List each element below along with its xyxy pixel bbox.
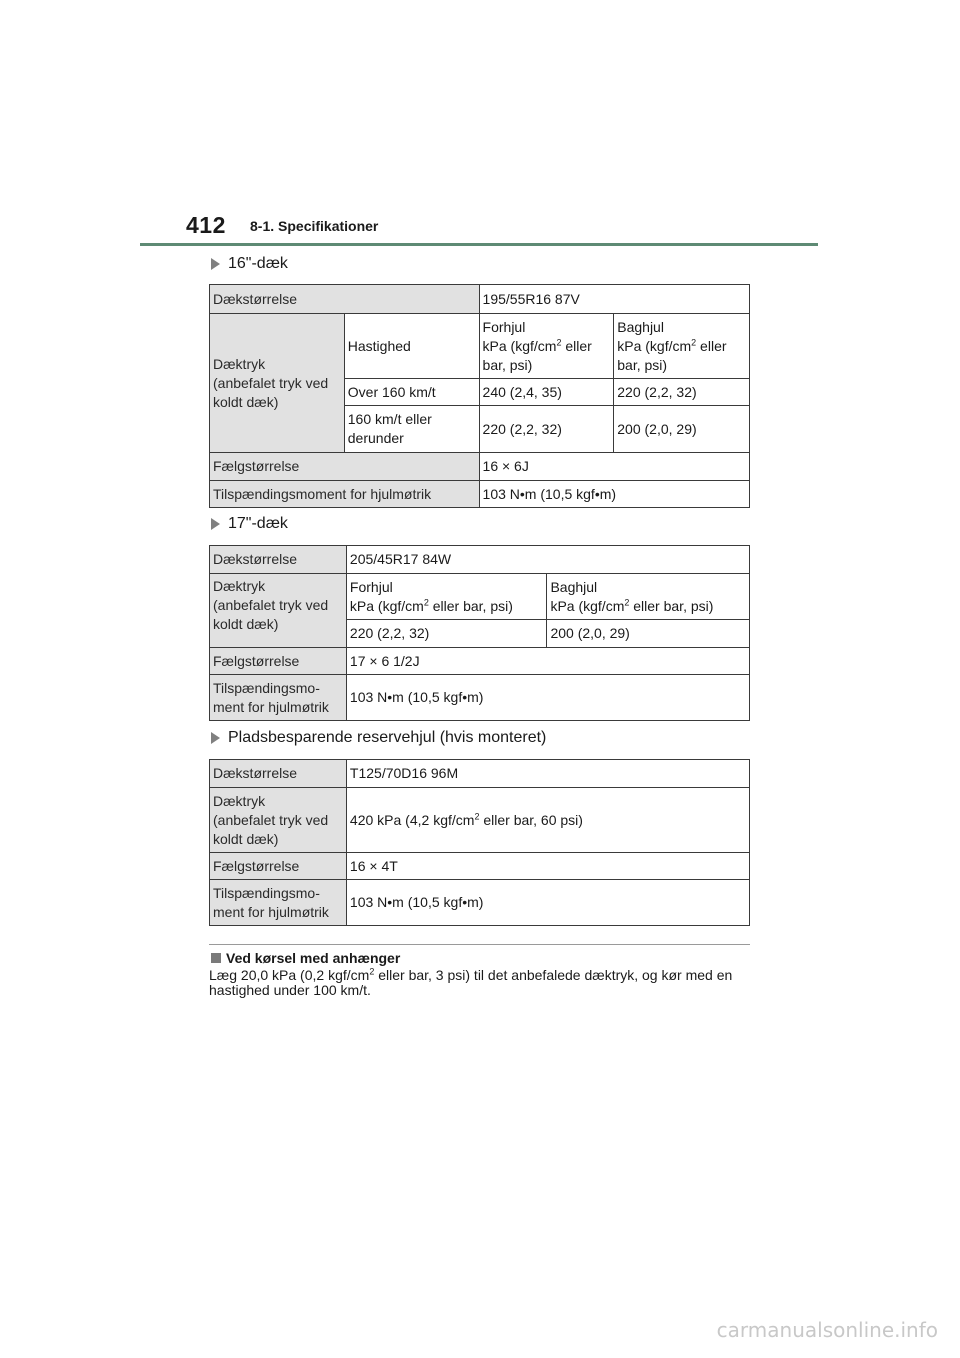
rear-pressure-cell: 220 (2,2, 32) [614, 379, 750, 406]
torque-value: 103 N•m (10,5 kgf•m) [346, 880, 749, 926]
watermark: carmanualsonline.info [716, 1318, 938, 1342]
spec-table-spare [209, 759, 750, 926]
pressure-value: 420 kPa (4,2 kgf/$cm^2$ eller bar, 60 psi) [346, 788, 749, 853]
pressure-label: Dæktryk (anbefalet tryk ved koldt dæk) [210, 788, 347, 853]
tire-size-label: Dækstørrelse [210, 546, 347, 574]
section-title-spare: Pladsbesparende reservehjul (hvis monteret) [211, 729, 546, 747]
rear-header: Baghjul kPa ($kgf/cm^2$ eller bar, psi) [614, 314, 750, 379]
tire-size-value: 205/45R17 84W [346, 546, 749, 574]
header-rule [140, 243, 818, 246]
torque-label: Tilspændingsmoment for hjulmøtrik [210, 481, 480, 508]
section-title-17: 17"-dæk [211, 515, 288, 533]
torque-value: 103 N•m (10,5 kgf•m) [479, 481, 749, 508]
tire-size-value: 195/55R16 87V [479, 285, 749, 314]
arrow-icon [211, 258, 220, 270]
tire-size-label: Dækstørrelse [210, 760, 347, 788]
pressure-label: Dæktryk (anbefalet tryk ved koldt dæk) [210, 574, 347, 648]
torque-label: Tilspændingsmo- ment for hjulmøtrik [210, 675, 347, 721]
page-number: 412 [186, 212, 226, 238]
note-body: Læg 20,0 kPa (0,2 kgf/$cm^2$ eller bar, 3 psi) til det anbefalede dæktryk, og kør med en hastighed under 100 km/t. [209, 966, 733, 998]
speed-cell: Over 160 km/t [344, 379, 479, 406]
front-header: Forhjul kPa ($kgf/cm^2$ eller bar, psi) [479, 314, 614, 379]
front-header: Forhjul kPa ($kgf/cm^2$ eller bar, psi) [346, 574, 547, 620]
rear-pressure-cell: 200 (2,0, 29) [547, 620, 750, 648]
torque-value: 103 N•m (10,5 kgf•m) [346, 675, 749, 721]
tire-size-value: T125/70D16 96M [346, 760, 749, 788]
pressure-label: Dæktryk (anbefalet tryk ved koldt dæk) [210, 314, 345, 453]
section-title-16: 16"-dæk [211, 255, 288, 273]
speed-cell: 160 km/t eller derunder [344, 406, 479, 453]
wheel-size-value: 17 × 6 1/2J [346, 648, 749, 675]
front-pressure-cell: 220 (2,2, 32) [346, 620, 547, 648]
rear-header: Baghjul kPa ($kgf/cm^2$ eller bar, psi) [547, 574, 750, 620]
note-heading: Ved kørsel med anhænger [211, 950, 400, 966]
square-bullet-icon [211, 953, 221, 963]
arrow-icon [211, 518, 220, 530]
chapter-title: 8-1. Specifikationer [250, 218, 379, 234]
wheel-size-value: 16 × 4T [346, 853, 749, 880]
wheel-size-label: Fælgstørrelse [210, 648, 347, 675]
spec-table-16 [209, 284, 750, 508]
front-pressure-cell: 240 (2,4, 35) [479, 379, 614, 406]
spec-table-17 [209, 545, 750, 721]
wheel-size-value: 16 × 6J [479, 453, 749, 481]
rear-pressure-cell: 200 (2,0, 29) [614, 406, 750, 453]
front-pressure-cell: 220 (2,2, 32) [479, 406, 614, 453]
torque-label: Tilspændingsmo- ment for hjulmøtrik [210, 880, 347, 926]
arrow-icon [211, 732, 220, 744]
speed-header: Hastighed [344, 314, 479, 379]
wheel-size-label: Fælgstørrelse [210, 453, 480, 481]
tire-size-label: Dækstørrelse [210, 285, 480, 314]
wheel-size-label: Fælgstørrelse [210, 853, 347, 880]
note-divider [209, 944, 750, 945]
